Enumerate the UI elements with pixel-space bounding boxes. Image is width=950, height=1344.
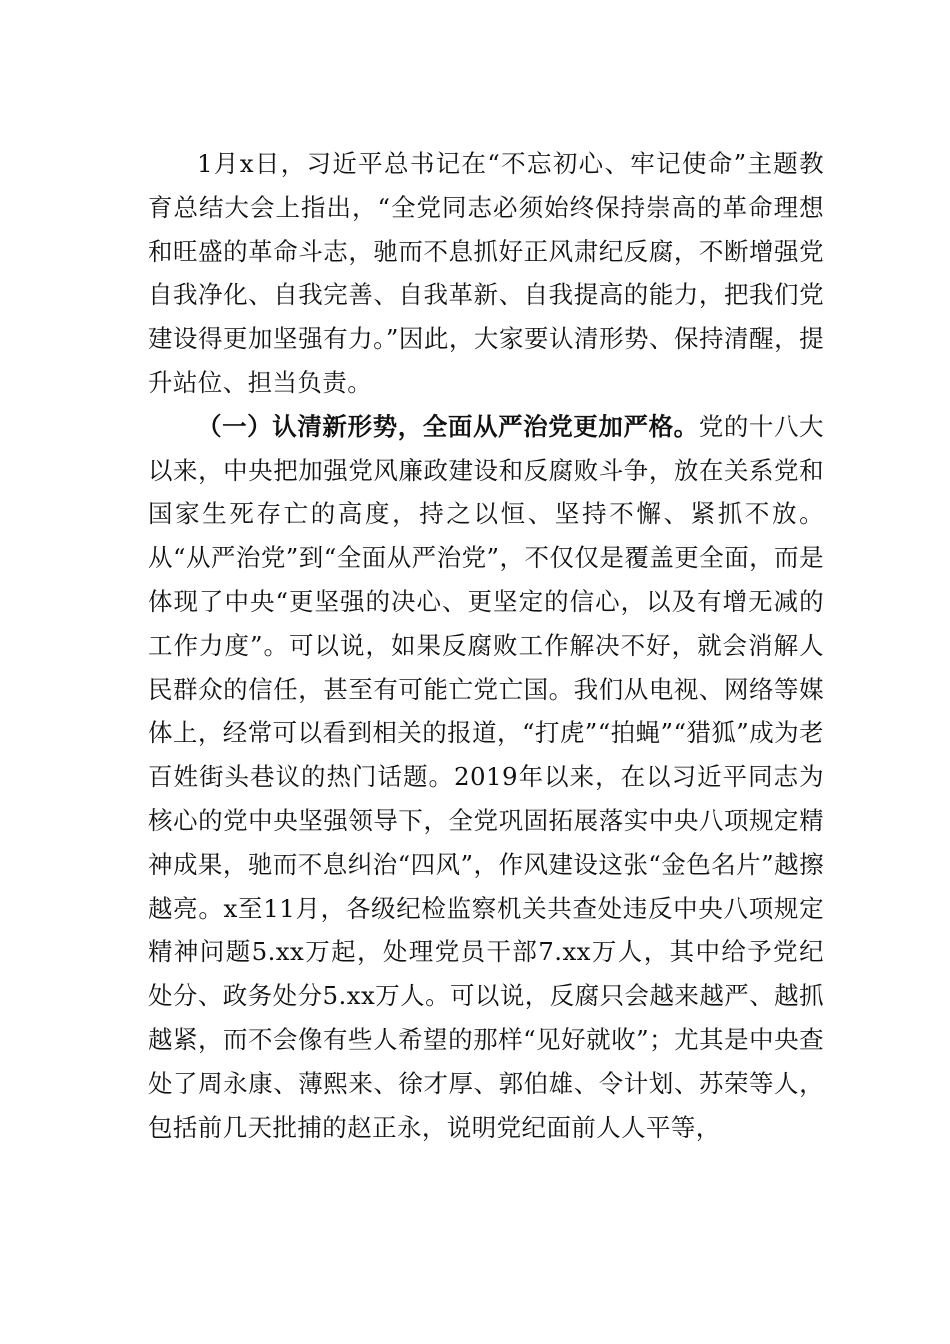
document-page	[148, 142, 824, 1149]
paragraph-intro-text: 1月x日，习近平总书记在“不忘初心、牢记使命”主题教育总结大会上指出，“全党同志必须始终保持崇高的革命理想和旺盛的革命斗志，驰而不息抓好正风肃纪反腐，不断增强党自我净化、自我完善、自我革新、自我提高的能力，把我们党建设得更加坚强有力。”因此，大家要认清形势、保持清醒，提升站位、担当负责。	[148, 149, 824, 397]
paragraph-intro	[148, 142, 824, 405]
section-1-heading: （一）认清新形势，全面从严治党更加严格。	[197, 411, 699, 441]
paragraph-section-1	[148, 405, 824, 1150]
section-1-body: 党的十八大以来，中央把加强党风廉政建设和反腐败斗争，放在关系党和国家生死存亡的高度，持之以恒、坚持不懈、紧抓不放。从“从严治党”到“全面从严治党”，不仅仅是覆盖更全面，而是体现了中央“更坚强的决心、更坚定的信心，以及有增无减的工作力度”。可以说，如果反腐败工作解决不好，就会消解人民群众的信任，甚至有可能亡党亡国。我们从电视、网络等媒体上，经常可以看到相关的报道，“打虎”“拍蝇”“猎狐”成为老百姓街头巷议的热门话题。2019年以来，在以习近平同志为核心的党中央坚强领导下，全党巩固拓展落实中央八项规定精神成果，驰而不息纠治“四风”，作风建设这张“金色名片”越擦越亮。x至11月，各级纪检监察机关共查处违反中央八项规定精神问题5.xx万起，处理党员干部7.xx万人，其中给予党纪处分、政务处分5.xx万人。可以说，反腐只会越来越严、越抓越紧，而不会像有些人希望的那样“见好就收”；尤其是中央查处了周永康、薄熙来、徐才厚、郭伯雄、令计划、苏荣等人，包括前几天批捕的赵正永，说明党纪面前人人平等，	[148, 411, 824, 1142]
